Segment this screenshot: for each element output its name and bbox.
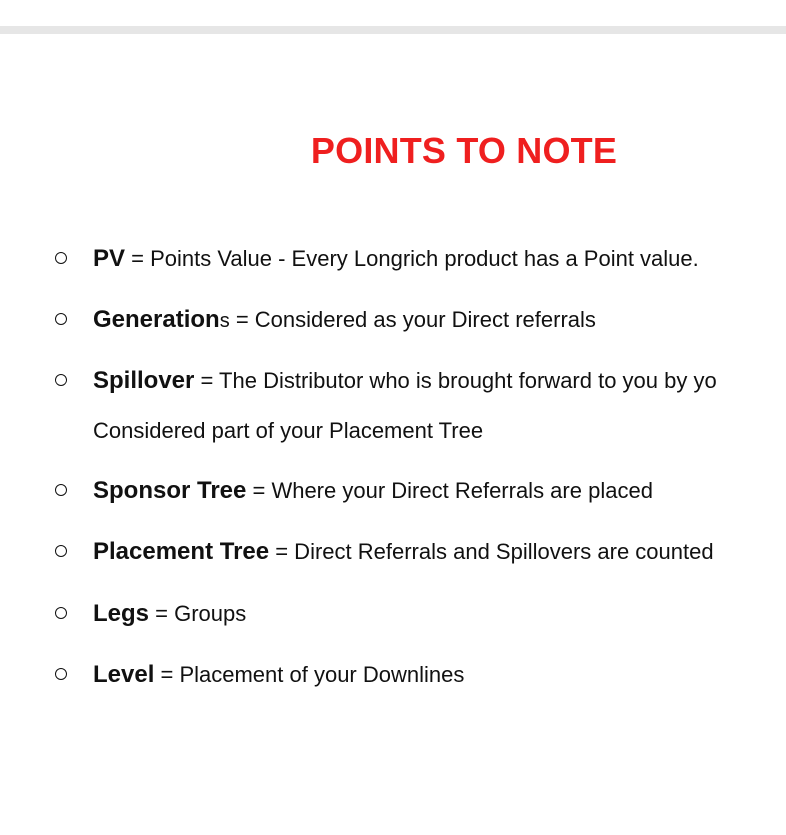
term-label: Legs: [93, 600, 150, 627]
hollow-bullet-icon: [55, 484, 67, 496]
hollow-bullet-icon: [55, 545, 67, 557]
list-item-level: [0, 662, 786, 692]
list-item-sponsor-tree: [0, 478, 786, 508]
term-label: Sponsor Tree: [93, 477, 247, 504]
list-item-generations: [0, 307, 786, 337]
list-item-spillover: [0, 368, 786, 448]
term-label: PV: [93, 245, 126, 272]
page-title: POINTS TO NOTE: [310, 130, 618, 171]
list-item-line: [93, 246, 699, 273]
hollow-bullet-icon: [55, 668, 67, 680]
list-item-line: [93, 368, 717, 395]
list-item-line: [93, 662, 464, 689]
term-suffix: s: [219, 310, 230, 332]
list-item-pv: [0, 246, 786, 276]
definition-text: = Points Value - Every Longrich product has a Point value.: [125, 246, 699, 271]
definition-text: = The Distributor who is brought forward to you by yo: [194, 368, 717, 393]
hollow-bullet-icon: [55, 374, 67, 386]
hollow-bullet-icon: [55, 313, 67, 325]
definition-text: = Where your Direct Referrals are placed: [246, 478, 653, 503]
list-item-legs: [0, 601, 786, 631]
list-item-line: [93, 478, 653, 505]
term-label: Spillover: [93, 367, 195, 394]
list-item-line: [93, 307, 596, 334]
definition-text: = Groups: [149, 601, 247, 626]
definition-text: = Direct Referrals and Spillovers are counted: [269, 539, 714, 564]
term-label: Level: [93, 661, 155, 688]
list-item-line: [93, 601, 246, 628]
hollow-bullet-icon: [55, 252, 67, 264]
definition-continuation: Considered part of your Placement Tree: [93, 418, 484, 443]
term-label: Generation: [93, 306, 220, 333]
list-item-line: [93, 539, 714, 566]
hollow-bullet-icon: [55, 607, 67, 619]
list-item-placement-tree: [0, 539, 786, 569]
definition-text: = Placement of your Downlines: [154, 662, 465, 687]
term-label: Placement Tree: [93, 538, 270, 565]
definition-text: = Considered as your Direct referrals: [229, 307, 596, 332]
